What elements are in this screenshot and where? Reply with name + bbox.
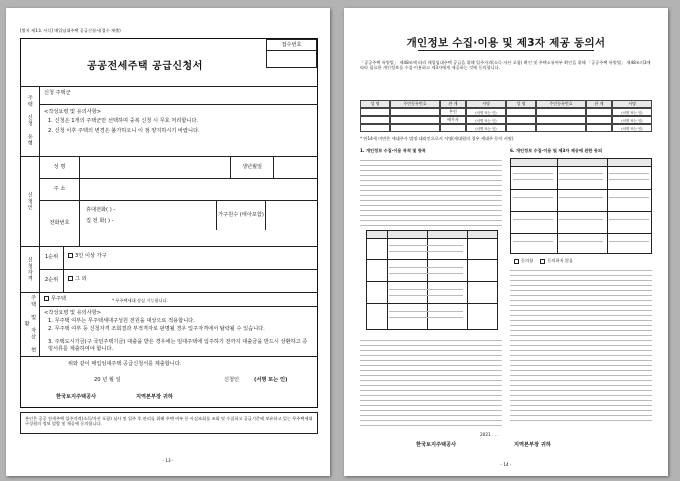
footer-consent-note: 본인은 공공 전세주택 입주자격(소득/자산 포함) 심사 및 입주 후 관리를 위해 주택 여부 등 사실조회를 조회 및 수집하고 공급기준에 보유하고 있는 무주택세대구성원의 정보 열람 및 제공에 동의합니다. [20,412,318,434]
rank-label: 신청자격 [20,246,40,292]
rank2-option[interactable]: 그 외 [68,276,87,283]
sign-mark[interactable]: (서명 또는 인) [254,377,288,383]
branch-name-2: 지역본부장 귀하 [514,442,551,448]
rank1-option[interactable]: 3인 이상 가구 [68,253,107,260]
th-rrn-1: 주민등록번호 [390,100,440,108]
th-name-2: 성 명 [506,100,536,108]
th-sign-1: 서명 [466,100,506,108]
house-type-notes-title: <작성요령 및 유의사항> [44,109,102,115]
ownership-note-3: 3. 주택도시기금(구 국민주택기금) 대출을 받은 경우에는 임대주택에 입주하기 전까지 대출금을 반드시 상환하고 증빙서류를 제출하여야 합니다. [48,339,308,352]
date-field[interactable]: 20 년 월 일 [94,377,121,383]
th-sign-2: 서명 [612,100,652,108]
ownership-option[interactable]: 무주택 [44,296,66,303]
home-phone-field[interactable]: 집 전 화( ) - [86,218,114,224]
ownership-note-1: 1. 무주택 여부는 무주택세대구성원 전원을 대상으로 적용합니다. [48,318,195,324]
house-type-label: 주택 신청 유형 [20,86,40,156]
left-inner-table [366,230,498,330]
left-col-title: 1. 개인정보 수집·이용 목적 및 항목 [360,148,426,153]
right-inner-table [510,158,652,254]
table-row: 배우자 (서명 또는 인) (서명 또는 인) [360,116,652,124]
house-type-value: 신청 주택군 [44,90,71,96]
left-column-text [360,156,502,446]
th-rel-2: 관 계 [586,100,612,108]
consent-form-page [344,8,668,476]
org-name: 한국토지주택공사 [56,394,97,400]
table-row: (서명 또는 인) (서명 또는 인) [360,124,652,132]
house-type-note-2: 2. 신청 이후 주택의 변경은 불가하오니 이 점 양지하시기 바랍니다. [48,128,200,134]
household-count-input[interactable] [266,200,318,230]
consent-intro: 「공공주택 특별법」 제48조에 따라 매입임대주택 공급을 위해 입주자격(소득·자산 포함) 확인 및 주택소유여부 확인을 위해 「공공주택 특별법」 제48조의3에 따라 필요한 개인정보를 수집·이용하고 제3자에게 제공하는 것에 동의합니다. [360,60,651,71]
ownership-label: 주택 및 자산 현황 [20,292,40,356]
agree-checkbox-1[interactable] [514,259,519,264]
birth-input[interactable] [274,156,318,178]
consent-date[interactable]: 2021 . . . [480,432,499,437]
application-form-page [6,8,330,476]
branch-name: 지역본부장 귀하 [136,394,173,400]
phone-label: 전화번호 [40,200,80,246]
signer-table [360,100,652,132]
household-count-label: 가구원수 (태아포함) [216,200,266,230]
rank1-label: 1순위 [40,246,64,269]
table-note: * 만14세 미만은 세대주가 법정 대리인으로서 서명(세대원의 경우 세대주 등이 서명) [360,136,514,141]
th-rel-1: 관 계 [440,100,466,108]
receipt-number-box[interactable] [266,50,317,68]
applicant-label: 신청인 [20,156,40,246]
name-label: 성 명 [40,156,80,178]
mobile-phone-field[interactable]: 휴대전화( ) - [86,207,116,213]
page-number-2: - 14 - [500,462,512,467]
consent-option-row-1[interactable]: 동의함 동의하지 않음 [514,258,573,264]
name-input[interactable] [80,156,230,178]
submit-statement: 위와 같이 매입임대주택 공급신청서를 제출합니다. [68,361,182,367]
form-header-note: [별지 제1호 서식] 매입임대주택 공급신청서(접수 제출) [20,28,121,33]
right-col-title: 6. 개인정보 수집·이용 및 제3자 제공에 관한 동의 [510,148,603,153]
table-row: 본인 (서명 또는 인) (서명 또는 인) [360,108,652,116]
org-name-2: 한국토지주택공사 [416,442,457,448]
disagree-checkbox-1[interactable] [540,259,545,264]
page-number: - 13 - [162,458,174,463]
rank2-label: 2순위 [40,269,64,292]
no-house-checkbox[interactable] [44,296,49,301]
th-rrn-2: 주민등록번호 [536,100,586,108]
receipt-number-label: 접수번호 [266,39,317,51]
ownership-check-note: * 무주택세대 상실 기능합니다. [112,298,168,303]
ownership-note-2: 2. 무주택 여부 등 신청자격 조회결과 부적격자로 판명될 경우 입주자격에서 탈락될 수 있습니다. [48,326,265,332]
right-column-text [510,158,652,438]
signer-label: 신청인 [224,377,240,383]
ownership-notes-title: <작성요령 및 유의사항> [44,310,102,316]
consent-title: 개인정보 수집·이용 및 제3자 제공 동의서 [406,36,606,49]
house-type-note-1: 1. 신청은 1개의 주택군만 선택하며 중복 신청 시 무효 처리합니다. [48,118,199,124]
rank1-checkbox[interactable] [68,253,73,258]
form-title: 공공전세주택 공급신청서 [87,60,203,72]
rank2-checkbox[interactable] [68,276,73,281]
birth-label: 생년월일 [230,156,274,178]
address-input[interactable] [80,178,318,200]
th-name-1: 성 명 [360,100,390,108]
address-label: 주 소 [40,178,80,200]
